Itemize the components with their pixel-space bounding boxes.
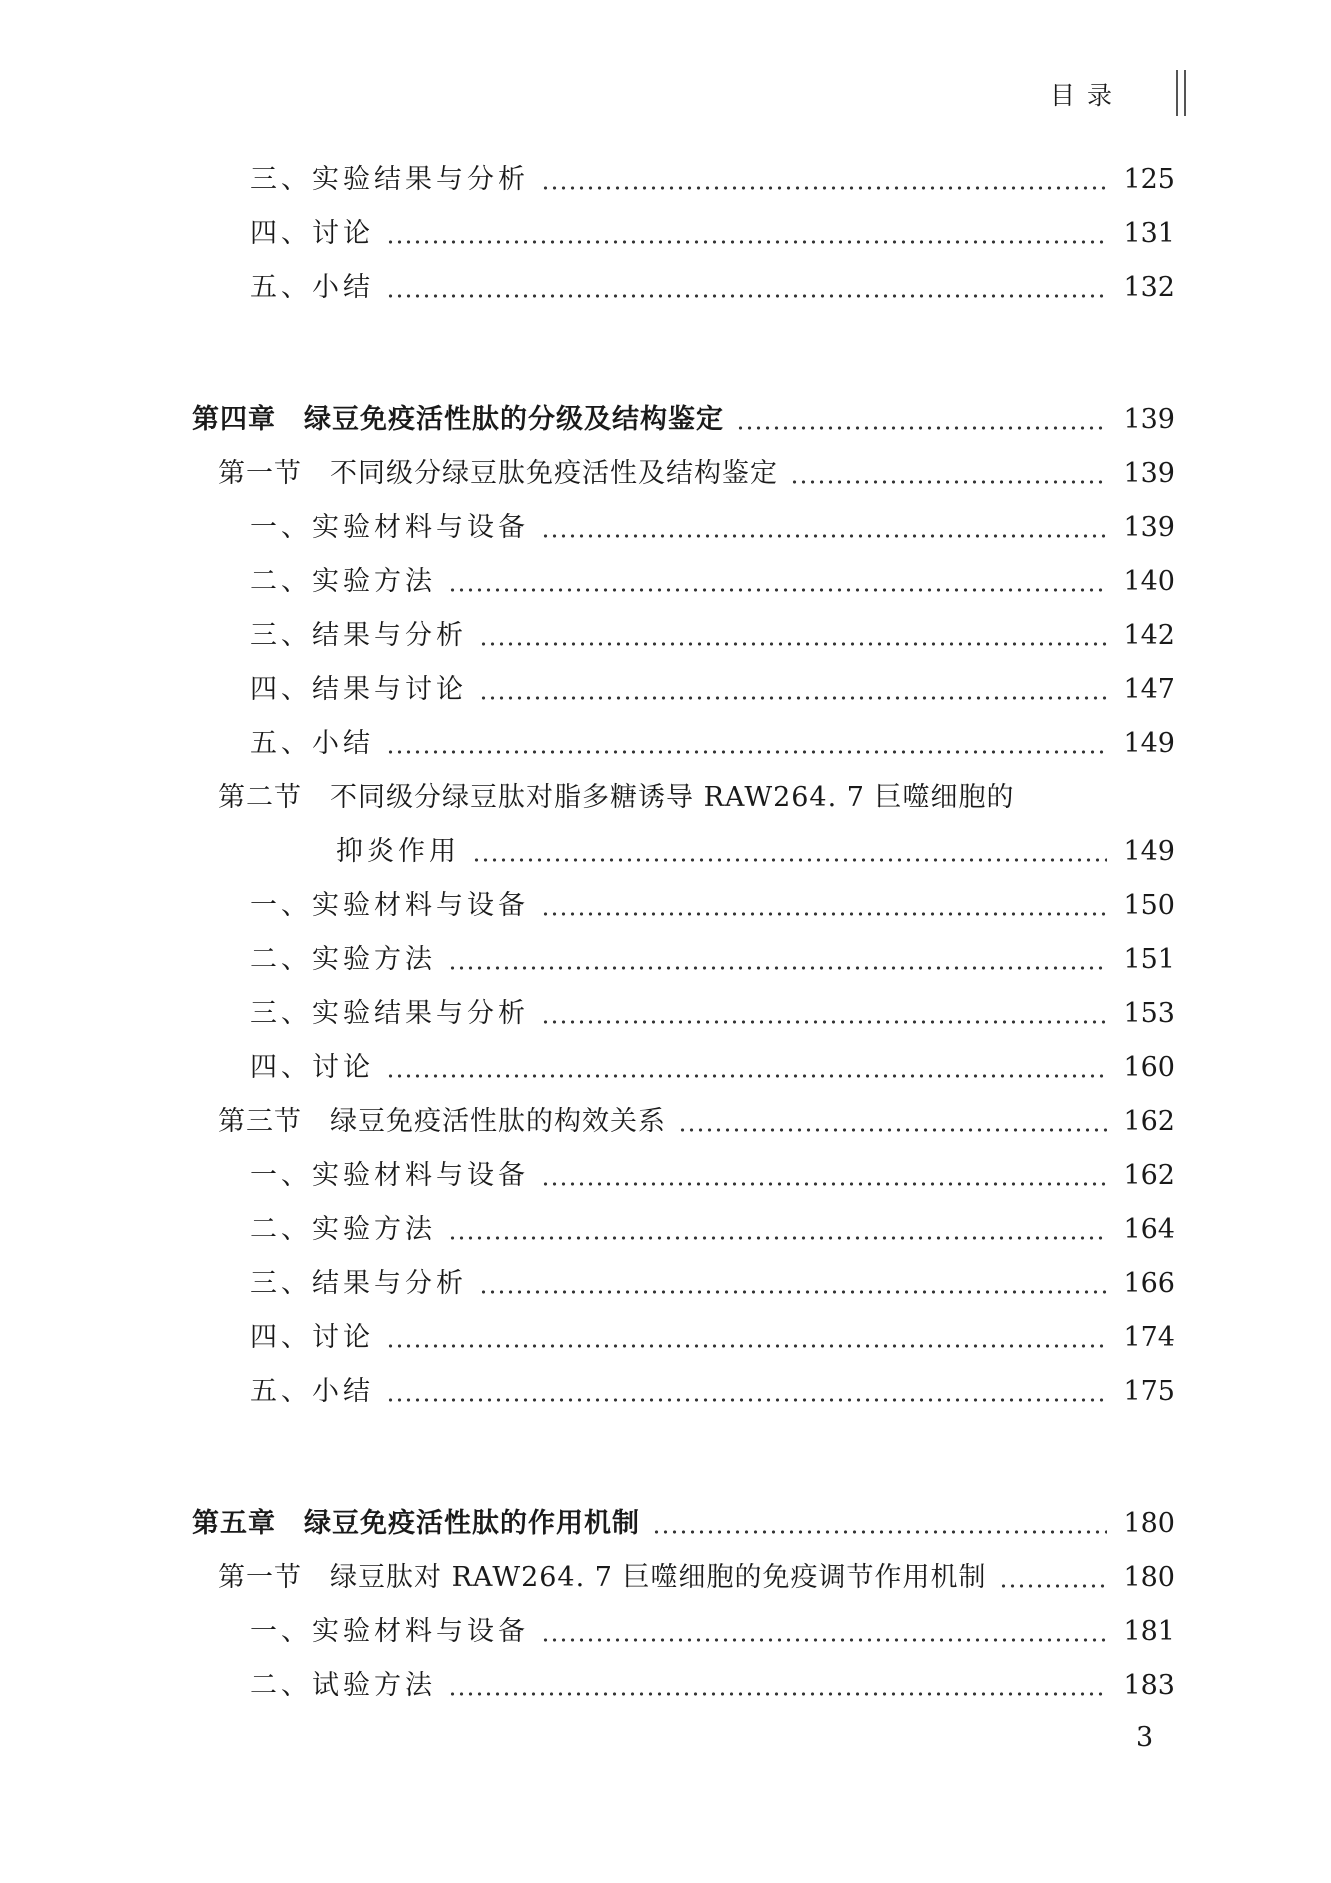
toc-page-number: 139 xyxy=(1123,404,1175,435)
toc-page-number: 162 xyxy=(1123,1160,1175,1191)
dot-leader xyxy=(541,1638,1107,1642)
dot-leader xyxy=(386,240,1107,244)
toc-entry-item xyxy=(0,720,1331,768)
dot-leader xyxy=(678,1128,1107,1132)
toc-entry-title: 四、结果与讨论 xyxy=(250,666,475,714)
dot-leader xyxy=(541,534,1107,538)
dot-leader xyxy=(448,966,1107,970)
toc-page-number: 140 xyxy=(1123,566,1175,597)
toc-entry-item xyxy=(0,264,1331,312)
toc-entry-chapter xyxy=(0,396,1331,444)
toc-entry-title: 二、试验方法 xyxy=(250,1662,444,1710)
dot-leader xyxy=(386,294,1107,298)
toc-page-number: 139 xyxy=(1123,512,1175,543)
toc-entry-item xyxy=(0,612,1331,660)
dot-leader xyxy=(652,1530,1107,1534)
toc-entry-title: 四、讨论 xyxy=(250,210,382,258)
toc-entry-item xyxy=(0,1368,1331,1416)
dot-leader xyxy=(999,1584,1107,1588)
toc-entry-title: 第一节 绿豆肽对 RAW264. 7 巨噬细胞的免疫调节作用机制 xyxy=(218,1554,995,1602)
toc-entry-chapter xyxy=(0,1500,1331,1548)
toc-entry-item xyxy=(0,1662,1331,1710)
toc-entry-item xyxy=(0,1260,1331,1308)
toc-entry-cont xyxy=(0,828,1331,876)
dot-leader xyxy=(386,750,1107,754)
toc-entry-title: 五、小结 xyxy=(250,1368,382,1416)
dot-leader xyxy=(479,642,1107,646)
toc-entry-title: 五、小结 xyxy=(250,720,382,768)
dot-leader xyxy=(479,1290,1107,1294)
toc-page-number: 142 xyxy=(1123,620,1175,651)
toc-entry-section xyxy=(0,774,1331,822)
toc-entry-title: 一、实验材料与设备 xyxy=(250,1608,537,1656)
toc-page-number: 181 xyxy=(1123,1616,1175,1647)
toc-entry-item xyxy=(0,504,1331,552)
toc-entry-section xyxy=(0,1554,1331,1602)
toc-entry-title: 三、实验结果与分析 xyxy=(250,990,537,1038)
toc-entry-title: 三、结果与分析 xyxy=(250,1260,475,1308)
dot-leader xyxy=(479,696,1107,700)
running-header: 目录 xyxy=(1050,81,1125,110)
toc-entry-title: 五、小结 xyxy=(250,264,382,312)
toc-entry-title: 第五章 绿豆免疫活性肽的作用机制 xyxy=(192,1500,648,1548)
dot-leader xyxy=(541,912,1107,916)
toc-entry-title: 四、讨论 xyxy=(250,1044,382,1092)
header-rule xyxy=(1176,70,1186,116)
toc-entry-item xyxy=(0,990,1331,1038)
toc-entry-item xyxy=(0,882,1331,930)
dot-leader xyxy=(736,426,1107,430)
toc-entry-title: 第二节 不同级分绿豆肽对脂多糖诱导 RAW264. 7 巨噬细胞的 xyxy=(218,774,1023,822)
toc-entry-title: 一、实验材料与设备 xyxy=(250,1152,537,1200)
toc-page-number: 150 xyxy=(1123,890,1175,921)
toc-entry-item xyxy=(0,936,1331,984)
toc-entry-title: 三、实验结果与分析 xyxy=(250,156,537,204)
dot-leader xyxy=(541,1182,1107,1186)
toc-entry-title: 第一节 不同级分绿豆肽免疫活性及结构鉴定 xyxy=(218,450,786,498)
toc-entry-title: 二、实验方法 xyxy=(250,936,444,984)
page-number: 3 xyxy=(1136,1722,1154,1753)
toc-entry-title: 一、实验材料与设备 xyxy=(250,504,537,552)
toc-entry-item xyxy=(0,666,1331,714)
toc-entry-section xyxy=(0,1098,1331,1146)
toc-entry-item xyxy=(0,156,1331,204)
toc-entry-item xyxy=(0,1206,1331,1254)
toc-page-number: 166 xyxy=(1123,1268,1175,1299)
toc-page-number: 175 xyxy=(1123,1376,1175,1407)
toc-entry-section xyxy=(0,450,1331,498)
toc-entry-item xyxy=(0,1152,1331,1200)
toc-entry-title: 四、讨论 xyxy=(250,1314,382,1362)
dot-leader xyxy=(386,1344,1107,1348)
toc-page-number: 151 xyxy=(1123,944,1175,975)
toc-entry-item xyxy=(0,1314,1331,1362)
toc-page-number: 160 xyxy=(1123,1052,1175,1083)
toc-page-number: 125 xyxy=(1123,164,1175,195)
dot-leader xyxy=(472,858,1107,862)
toc-page-number: 180 xyxy=(1123,1508,1175,1539)
dot-leader xyxy=(790,480,1107,484)
toc-entry-item xyxy=(0,210,1331,258)
toc-entry-item xyxy=(0,1044,1331,1092)
toc-entry-item xyxy=(0,558,1331,606)
toc-entry-title: 二、实验方法 xyxy=(250,1206,444,1254)
dot-leader xyxy=(448,588,1107,592)
toc-page-number: 132 xyxy=(1123,272,1175,303)
toc-page-number: 139 xyxy=(1123,458,1175,489)
dot-leader xyxy=(386,1398,1107,1402)
toc-page-number: 180 xyxy=(1123,1562,1175,1593)
toc-entry-title: 三、结果与分析 xyxy=(250,612,475,660)
toc-entry-title: 抑炎作用 xyxy=(336,828,468,876)
toc-page-number: 174 xyxy=(1123,1322,1175,1353)
dot-leader xyxy=(448,1236,1107,1240)
toc-page-number: 153 xyxy=(1123,998,1175,1029)
toc-entry-title: 一、实验材料与设备 xyxy=(250,882,537,930)
dot-leader xyxy=(541,186,1107,190)
toc-entry-title: 第三节 绿豆免疫活性肽的构效关系 xyxy=(218,1098,674,1146)
toc-page-number: 131 xyxy=(1123,218,1175,249)
toc-page-number: 183 xyxy=(1123,1670,1175,1701)
toc-page-number: 149 xyxy=(1123,836,1175,867)
dot-leader xyxy=(448,1692,1107,1696)
toc-page-number: 149 xyxy=(1123,728,1175,759)
toc-entry-title: 二、实验方法 xyxy=(250,558,444,606)
toc-page-number: 162 xyxy=(1123,1106,1175,1137)
dot-leader xyxy=(541,1020,1107,1024)
toc-page-number: 147 xyxy=(1123,674,1175,705)
toc-page-number: 164 xyxy=(1123,1214,1175,1245)
dot-leader xyxy=(386,1074,1107,1078)
toc-entry-item xyxy=(0,1608,1331,1656)
toc-entry-title: 第四章 绿豆免疫活性肽的分级及结构鉴定 xyxy=(192,396,732,444)
